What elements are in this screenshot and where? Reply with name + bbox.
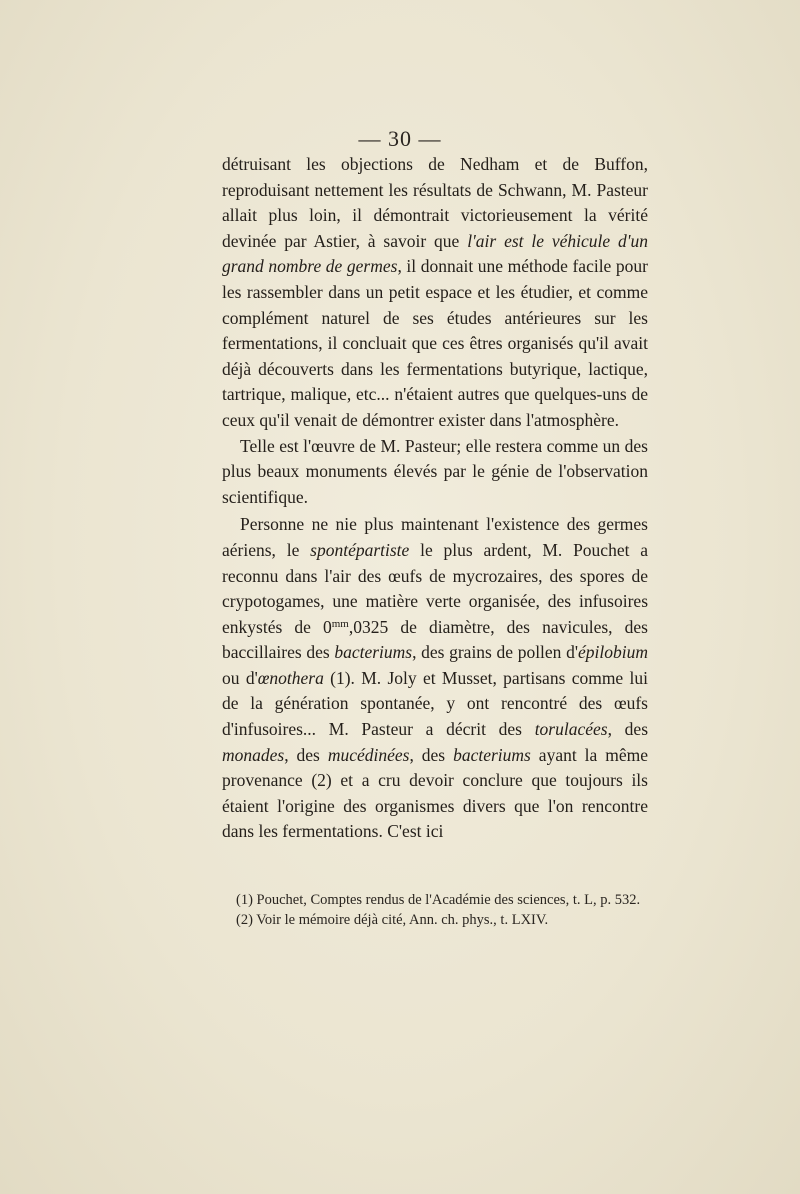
italic-run: bacteriums (453, 744, 531, 765)
text-run: , des grains de pollen d' (412, 642, 578, 663)
text-run: ou d' (222, 667, 258, 688)
text-run: Personne ne nie plus maintenant l'existence des germes aériens, le (222, 514, 648, 560)
text-run: le plus ardent, M. Pouchet a reconnu dans l'air des œufs de mycrozaires, des spores de crypotogames, une matière verte organisée, des infusoires enkystés de 0 (222, 539, 649, 637)
italic-run: spontépartiste (310, 539, 410, 560)
paragraph-3 (222, 512, 648, 845)
text-run: ayant la même provenance (2) et a cru devoir conclure que toujours ils étaient l'origine des organismes divers que l'on rencontre dans les fermentations. C'est ici (222, 744, 648, 842)
italic-run: l'air est le véhicule d'un grand nombre de germes (222, 230, 648, 277)
footnote-1: (1) Pouchet, Comptes rendus de l'Académie des sciences, t. L, p. 532. (236, 892, 641, 908)
italic-run: torulacées (534, 719, 608, 740)
footnote-2: (2) Voir le mémoire déjà cité, Ann. ch. phys., t. LXIV. (236, 912, 549, 928)
italic-run: mucédinées (327, 744, 410, 765)
text-run: , il donnait une méthode facile pour les rassembler dans un petit espace et les étudier, et comme complément naturel de ses études antérieures sur les fermentations, il concluait que ces êtres organisés qu'il avait déjà découverts dans les fermentations butyrique, lactique, tartrique, malique, etc... n'étaient autres que quelques-uns de ceux qu'il venait de démontrer exister dans l'atmosphère. (222, 256, 648, 430)
footnotes (222, 890, 648, 930)
italic-run: épilobium (578, 642, 648, 663)
paragraph-1 (222, 152, 648, 434)
text-run: , des (409, 744, 454, 765)
text-run: ,0325 de diamètre, des navicules, des baccillaires des (222, 616, 648, 663)
text-run: , des (607, 719, 649, 740)
superscript-unit: mm (331, 617, 349, 630)
text-run: Telle est l'œuvre de M. Pasteur; elle restera comme un des plus beaux monuments élevés par le génie de l'observation scientifique. (222, 435, 648, 507)
italic-run: monades (222, 744, 285, 765)
paragraph-2 (222, 434, 648, 511)
text-run: détruisant les objections de Nedham et de Buffon, reproduisant nettement les résultats de Schwann, M. Pasteur allait plus loin, il démontrait victorieusement la vérité devinée par Astier, à savoir que (222, 154, 648, 251)
body-text (222, 152, 648, 845)
italic-run: bacteriums (334, 642, 413, 663)
italic-run: œnothera (257, 667, 324, 688)
page-number: — 30 — (358, 126, 442, 151)
text-run: (1). M. Joly et Musset, partisans comme lui de la génération spontanée, y ont rencontré des œufs d'infusoires... M. Pasteur a décrit des (222, 667, 648, 740)
text-run: , des (284, 744, 328, 765)
